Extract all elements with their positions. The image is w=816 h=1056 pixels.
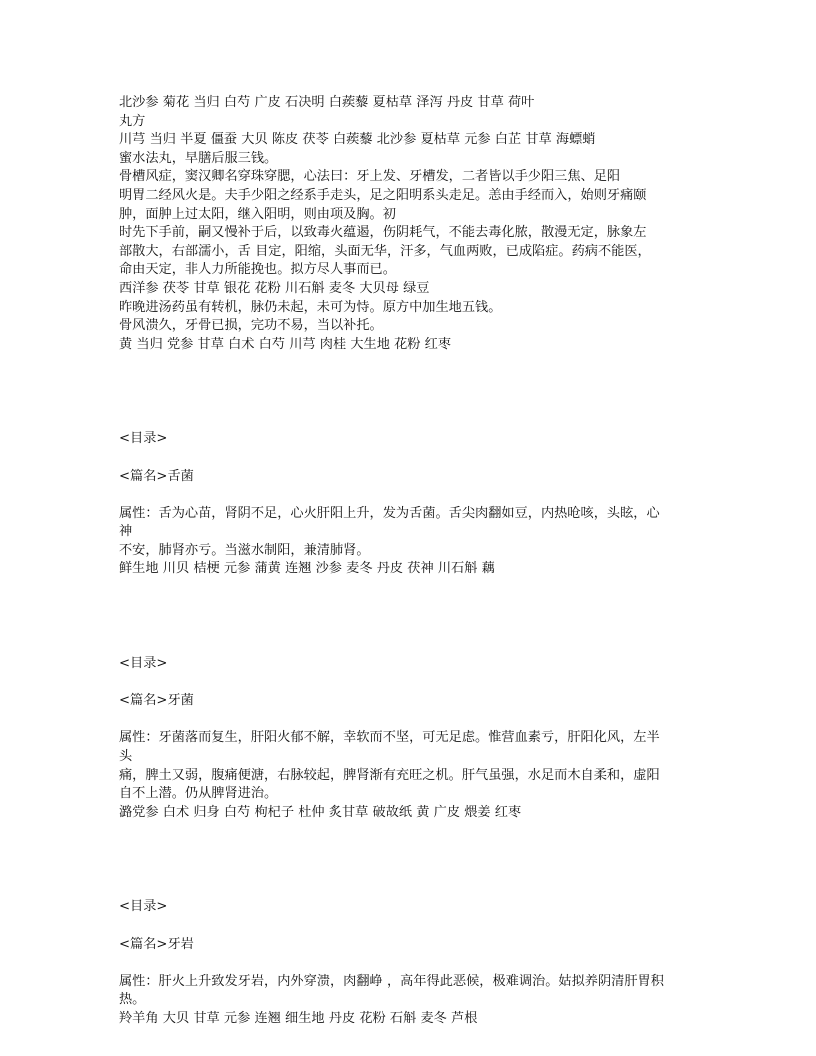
section-title: <篇名>舌菌: [119, 468, 194, 484]
text-line: 黄 当归 党参 甘草 白术 白芍 川芎 肉桂 大生地 花粉 红枣: [119, 336, 452, 352]
text-line: 不安，肺肾亦亏。当滋水制阳，兼清肺肾。: [119, 542, 370, 558]
text-line: 部散大，右部濡小，舌 目定，阳缩，头面无华，汗多，气血两败，已成陷症。药病不能医，: [119, 243, 651, 259]
text-line: 属性：牙菌落而复生，肝阳火郁不解，幸软而不坚，可无足虑。惟营血素亏，肝阳化风，左半: [119, 730, 660, 746]
text-line: 丸方: [119, 113, 146, 129]
text-line: 自不上潜。仍从脾肾进治。: [119, 786, 278, 802]
toc-link[interactable]: <目录>: [119, 656, 168, 672]
text-line: 头: [119, 749, 133, 765]
toc-link[interactable]: <目录>: [119, 899, 168, 915]
toc-link[interactable]: <目录>: [119, 431, 168, 447]
text-line: 潞党参 白术 归身 白芍 枸杞子 杜仲 炙甘草 破故纸 黄 广皮 煨姜 红枣: [119, 804, 522, 820]
text-line: 肿，面肿上过太阳，继入阳明，则由项及胸。初: [119, 206, 396, 222]
section-gum-fungus: [119, 655, 699, 822]
text-line: 西洋参 茯苓 甘草 银花 花粉 川石斛 麦冬 大贝母 绿豆: [119, 280, 430, 296]
text-line: 骨风溃久，牙骨已损，完功不易，当以补托。: [119, 318, 383, 334]
section-title: <篇名>牙岩: [119, 936, 194, 952]
section-title: <篇名>牙菌: [119, 693, 194, 709]
text-line: 属性：舌为心苗，肾阴不足，心火肝阳上升，发为舌菌。舌尖肉翻如豆，内热呛咳，头眩，心: [119, 505, 660, 521]
text-line: 羚羊角 大贝 甘草 元参 连翘 细生地 丹皮 花粉 石斛 麦冬 芦根: [119, 1010, 478, 1026]
text-line: 鲜生地 川贝 桔梗 元参 蒲黄 连翘 沙参 麦冬 丹皮 茯神 川石斛 藕: [119, 561, 495, 577]
section-tongue-fungus: [119, 430, 699, 579]
document-page: [119, 94, 699, 1029]
text-line: 昨晚进汤药虽有转机，脉仍未起，未可为恃。原方中加生地五钱。: [119, 299, 502, 315]
top-text-block: [119, 94, 699, 354]
text-line: 神: [119, 524, 133, 540]
text-line: 属性：肝火上升致发牙岩，内外穿溃，肉翻峥 ，高年得此恶候，极难调治。姑拟养阴清肝胃积: [119, 973, 664, 989]
text-line: 痛，脾土又弱，腹痛便溏，右脉较起，脾肾渐有充旺之机。肝气虽强，水足而木自柔和，虚阳: [119, 767, 660, 783]
text-line: 命由天定，非人力所能挽也。拟方尽人事而已。: [119, 262, 396, 278]
text-line: 蜜水法丸，早膳后服三钱。: [119, 150, 278, 166]
text-line: 热。: [119, 992, 146, 1008]
text-line: 骨槽风症，窦汉卿名穿珠穿腮，心法曰：牙上发、牙槽发，二者皆以手少阳三焦、足阳: [119, 169, 621, 185]
text-line: 北沙参 菊花 当归 白芍 广皮 石决明 白蒺藜 夏枯草 泽泻 丹皮 甘草 荷叶: [119, 95, 535, 110]
text-line: 川芎 当归 半夏 僵蚕 大贝 陈皮 茯苓 白蒺藜 北沙参 夏枯草 元参 白芷 甘草 海螵蛸: [119, 132, 596, 148]
section-gum-cancer: [119, 898, 699, 1028]
text-line: 时先下手前，嗣又慢补于后，以致毒火蕴遏，伤阴耗气，不能去毒化脓，散漫无定，脉象左: [119, 225, 647, 241]
text-line: 明胃二经风火是。夫手少阳之经系手走头，足之阳明系头走足。恙由手经而入，始则牙痛颐: [119, 187, 647, 203]
